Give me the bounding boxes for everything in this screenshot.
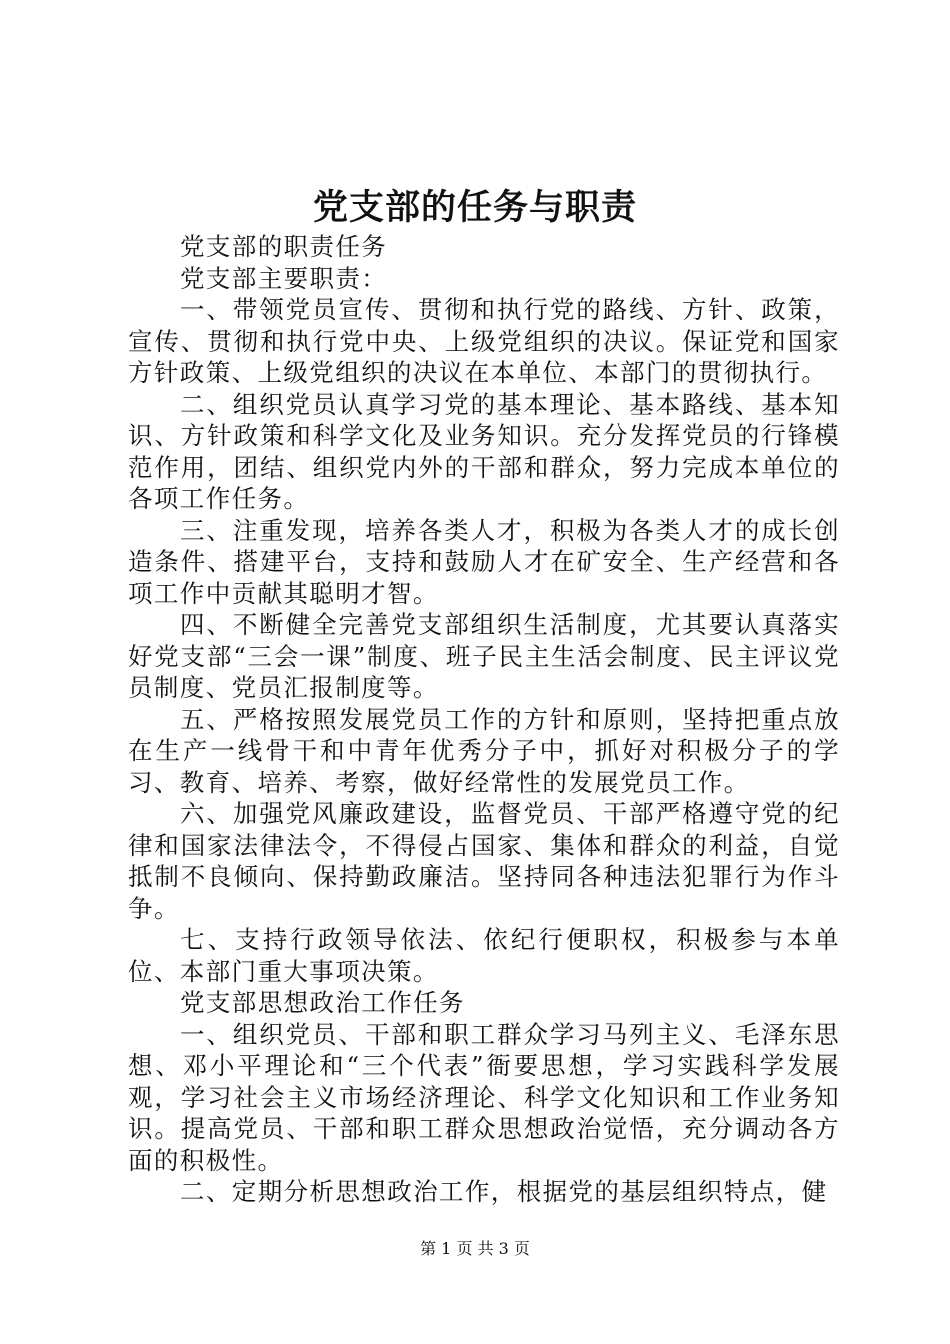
- paragraph: 党支部思想政治工作任务: [180, 988, 465, 1017]
- paragraph: 二、组织党员认真学习党的基本理论、基本路线、基本知识、方针政策和科学文化及业务知识。充分发挥党员的行锋模范作用，团结、组织党内外的干部和群众，努力完成本单位的各项工作任务。: [128, 389, 840, 513]
- paragraph: 三、注重发现，培养各类人才，积极为各类人才的成长创造条件、搭建平台，支持和鼓励人才在矿安全、生产经营和各项工作中贡献其聪明才智。: [128, 515, 840, 608]
- document-title: 党支部的任务与职责: [312, 187, 637, 228]
- paragraph: 六、加强党风廉政建设，监督党员、干部严格遵守党的纪律和国家法律法令，不得侵占国家、集体和群众的利益，自觉抵制不良倾向、保持勤政廉洁。坚持同各种违法犯罪行为作斗争。: [128, 799, 840, 923]
- document-body: [128, 231, 840, 1208]
- paragraph: 七、支持行政领导依法、依纪行便职权，积极参与本单位、本部门重大事项决策。: [128, 925, 840, 986]
- paragraph: 一、带领党员宣传、贯彻和执行党的路线、方针、政策，宣传、贯彻和执行党中央、上级党组织的决议。保证党和国家方针政策、上级党组织的决议在本单位、本部门的贯彻执行。: [128, 295, 840, 387]
- paragraph: 一、组织党员、干部和职工群众学习马列主义、毛泽东思想、邓小平理论和“三个代表”衙要思想，学习实践科学发展观，学习社会主义市场经济理论、科学文化知识和工作业务知识。提高党员、干部和职工群众思想政治觉悟，充分调动各方面的积极性。: [128, 1019, 840, 1175]
- page-number-footer: 第 1 页 共 3 页: [420, 1239, 530, 1258]
- paragraph: 二、定期分析思想政治工作，根据党的基层组织特点，健: [180, 1177, 828, 1206]
- paragraph: 党支部的职责任务: [180, 232, 388, 261]
- paragraph: 四、不断健全完善党支部组织生活制度，尤其要认真落实好党支部“三会一课”制度、班子民主生活会制度、民主评议党员制度、党员汇报制度等。: [128, 610, 840, 702]
- paragraph: 党支部主要职责：: [180, 263, 388, 293]
- paragraph: 五、严格按照发展党员工作的方针和原则，坚持把重点放在生产一线骨干和中青年优秀分子中，抓好对积极分子的学习、教育、培养、考察，做好经常性的发展党员工作。: [128, 704, 840, 797]
